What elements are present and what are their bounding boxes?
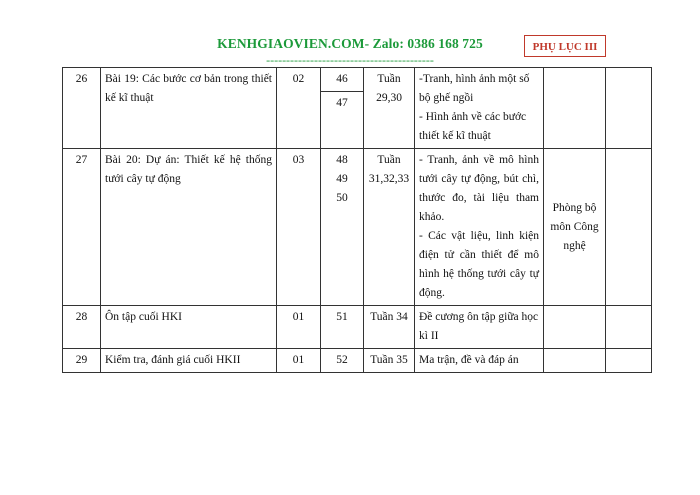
equipment: Ma trận, đề và đáp án: [415, 349, 544, 373]
row-number: 29: [63, 349, 101, 373]
equipment: Đề cương ôn tập giữa học kì II: [415, 306, 544, 349]
room-cell: [544, 349, 606, 373]
periods-count: 01: [277, 349, 321, 373]
period-number: 47: [321, 91, 363, 115]
period-numbers: [321, 68, 364, 149]
room-cell: [544, 68, 606, 149]
week: Tuần 31,32,33: [364, 149, 415, 306]
equipment-line: - Hình ảnh về các bước thiết kế kĩ thuật: [419, 111, 527, 142]
week: Tuần 34: [364, 306, 415, 349]
lesson-name: Bài 20: Dự án: Thiết kế hệ thống tưới cây tự động: [101, 149, 277, 306]
period-number: 52: [321, 349, 364, 373]
notes-cell: [606, 306, 652, 349]
period-number: 48: [336, 154, 348, 166]
lesson-name: Bài 19: Các bước cơ bản trong thiết kế kĩ thuật: [101, 68, 277, 149]
table-row: [63, 306, 652, 349]
room-cell: [544, 306, 606, 349]
teaching-plan-table: [62, 67, 652, 373]
period-number: 49: [336, 173, 348, 185]
table-row: [63, 68, 652, 149]
week: Tuần 29,30: [364, 68, 415, 149]
notes-cell: [606, 149, 652, 306]
equipment: [415, 68, 544, 149]
lesson-name: Kiểm tra, đánh giá cuối HKII: [101, 349, 277, 373]
table-row: [63, 149, 652, 306]
row-number: 28: [63, 306, 101, 349]
row-number: 27: [63, 149, 101, 306]
period-numbers: [321, 149, 364, 306]
title-underline: ------------------------------------------: [266, 53, 434, 67]
lesson-name: Ôn tập cuối HKI: [101, 306, 277, 349]
row-number: 26: [63, 68, 101, 149]
room-cell: Phòng bộ môn Công nghệ: [544, 149, 606, 306]
notes-cell: [606, 349, 652, 373]
table-row: [63, 349, 652, 373]
week: Tuần 35: [364, 349, 415, 373]
appendix-label: PHỤ LỤC III: [524, 35, 606, 57]
period-number: 51: [321, 306, 364, 349]
periods-count: 03: [277, 149, 321, 306]
equipment-line: - Các vật liệu, linh kiện điện tử cần thiết để mô hình hệ thống tưới cây tự động.: [419, 230, 539, 299]
period-number: 50: [336, 192, 348, 204]
periods-count: 01: [277, 306, 321, 349]
equipment-line: -Tranh, hình ảnh một số bộ ghế ngồi: [419, 73, 530, 104]
period-number: 46: [336, 73, 348, 85]
periods-count: 02: [277, 68, 321, 149]
equipment: [415, 149, 544, 306]
equipment-line: - Tranh, ảnh về mô hình tưới cây tự động, bút chì, thước đo, tài liệu tham khảo.: [419, 154, 539, 223]
notes-cell: [606, 68, 652, 149]
site-title: KENHGIAOVIEN.COM- Zalo: 0386 168 725: [217, 36, 483, 51]
